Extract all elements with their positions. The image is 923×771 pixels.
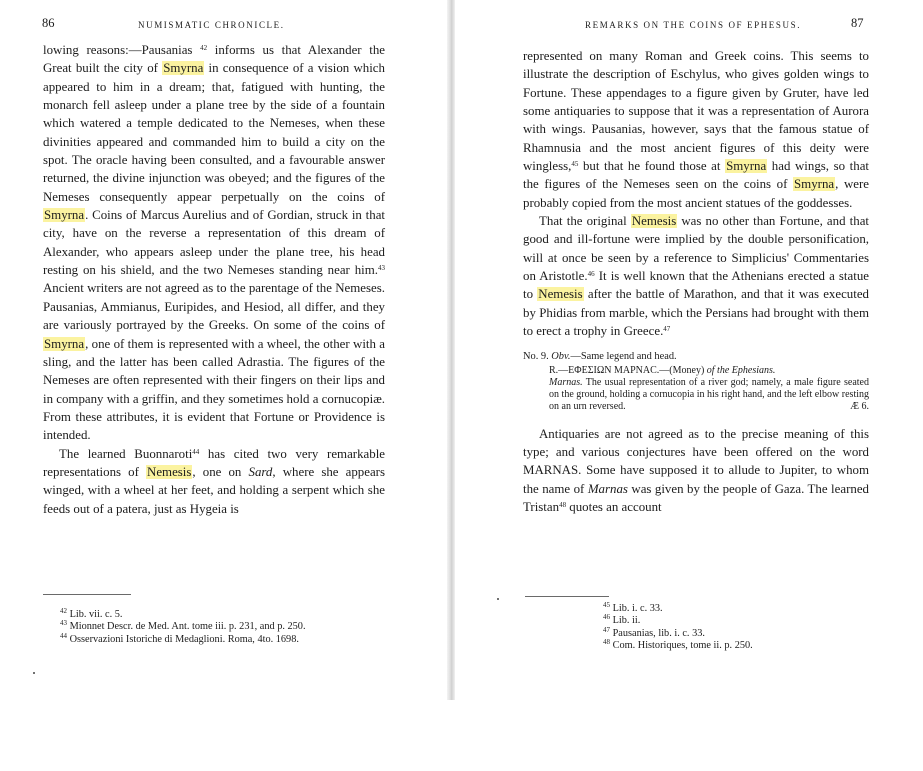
highlight-nemesis: Nemesis xyxy=(147,464,192,479)
scan-speck xyxy=(497,598,499,600)
highlight-smyrna: Smyrna xyxy=(794,177,835,192)
footnote-item: $^{46}$ Lib. ii. xyxy=(603,613,641,627)
footnote-ref[interactable]: 46 xyxy=(587,270,595,279)
coin-entry-no-9: No. 9. Obv.—Same legend and head. xyxy=(523,350,677,362)
highlight-nemesis: Nemesis xyxy=(631,214,677,229)
highlight-smyrna: Smyrna xyxy=(44,208,85,223)
scan-speck xyxy=(33,672,35,674)
left-running-head: NUMISMATIC CHRONICLE. xyxy=(138,20,285,30)
highlight-nemesis: Nemesis xyxy=(538,287,583,302)
footnote-item: $^{43}$ Mionnet Descr. de Med. Ant. tome iii. p. 231, and p. 250. xyxy=(60,619,306,633)
highlight-smyrna: Smyrna xyxy=(163,61,204,76)
highlight-smyrna: Smyrna xyxy=(726,159,767,174)
right-body-text xyxy=(523,47,869,516)
footnote-ref[interactable]: 45 xyxy=(571,160,579,169)
left-footnote-rule xyxy=(43,594,131,595)
right-running-head: REMARKS ON THE COINS OF EPHESUS. xyxy=(585,20,802,30)
right-paragraph-2: That the original Nemesis was no other than Fortune, and that good and ill-fortune were implied by the double personification, will at once be seen by a reference to Simplicius' Commentaries on Aristotle.$^{46}$ It is well known that the Athenians erected a statue to Nemesis after the battle of Marathon, and that it was executed by Phidias from marble, which the Persians had brought with them to erect a trophy in Greece.$^{47}$ xyxy=(523,214,870,339)
coin-metal-size: Æ 6. xyxy=(850,400,869,412)
footnote-item: $^{47}$ Pausanias, lib. i. c. 33. xyxy=(603,625,705,639)
right-page-number: 87 xyxy=(851,16,864,30)
right-footnote-rule xyxy=(525,596,609,597)
left-paragraph-2: The learned Buonnaroti$^{44}$ has cited two very remarkable representations of Nemesis, one on Sard, where she appears winged, with a wheel at her feet, and holding a serpent which she feeds out of a patera, just as Hygeia is xyxy=(43,446,385,516)
left-page-number: 86 xyxy=(42,16,55,30)
right-page xyxy=(455,0,923,771)
highlight-smyrna: Smyrna xyxy=(44,336,85,351)
left-footnotes xyxy=(60,609,306,646)
coin-reverse-description: R.—ΕΦΕΣΙΩΝ ΜΑΡΝΑC.—(Money) of the Ephesians. Marnas. The usual representation of a river god; namely, a male figure seated on the ground, holding a cornucopia in his right hand, and the left elbow resting on an urn reversed. Æ 6. xyxy=(549,364,869,412)
footnote-item: $^{48}$ Com. Historiques, tome ii. p. 250. xyxy=(603,638,753,652)
footnote-item: $^{44}$ Osservazioni Istoriche di Medaglioni. Roma, 4to. 1698. xyxy=(60,631,299,645)
footnote-item: $^{45}$ Lib. i. c. 33. xyxy=(603,601,663,614)
footnote-ref[interactable]: 42 xyxy=(200,44,208,52)
left-body-text xyxy=(43,41,385,518)
left-page xyxy=(0,0,449,771)
footnote-ref[interactable]: 43 xyxy=(378,264,385,273)
right-paragraph-1: represented on many Roman and Greek coins. This seems to illustrate the description of Eschylus, who gives golden wings to Fortune. These appendages to a figure given by Gruter, have led some antiquaries to suppose that it was a representation of Aurora with wings. Pausanias, however, says that the famous statue of Rhamnusia and the most ancient figures of this deity were wingless,$^{45}$ but that he found those at Smyrna had wings, so that the figures of the Nemeses seen on the coins of Smyrna, were probably copied from the most ancient statues of the goddesses. xyxy=(523,49,869,210)
footnote-item: $^{42}$ Lib. vii. c. 5. xyxy=(60,607,123,620)
footnote-ref[interactable]: 48 xyxy=(559,500,567,509)
right-footnotes xyxy=(603,603,753,653)
right-paragraph-3: Antiquaries are not agreed as to the precise meaning of this type; and various conjectures have been offered on the word MARNAS. Some have supposed it to allude to Jupiter, to whom the name of Marnas was given by the people of Gaza. The learned Tristan$^{48}$ quotes an account xyxy=(523,426,869,514)
footnote-ref[interactable]: 44 xyxy=(192,447,200,456)
left-paragraph-1: lowing reasons:—Pausanias $^{42}$ informs us that Alexander the Great built the city of Smyrna in consequence of a vision which appeared to him in a dream; that, fatigued with hunting, the monarch fell asleep under a plane tree by the side of a fountain which watered a temple dedicated to the Nemeses, when these divinities appeared and commanded him to build a city on the spot. The oracle having been consulted, and a favourable answer returned, the divine injunction was obeyed; and the figures of the Nemeses consequently appear perpetually on the coins of Smyrna. Coins of Marcus Aurelius and of Gordian, struck in that city, have on the reverse a representation of this dream of Alexander, who appears asleep under the plane tree, his head resting on his shield, and the two Nemeses standing near him.$^{43}$ Ancient writers are not agreed as to the parentage of the Nemeses. Pausanias, Ammianus, Euripides, and Hesiod, all differ, and they are variously portrayed by the Greeks. On some of the coins of Smyrna, one of them is represented with a wheel, the other with a sling, and the latter has been called Adrastia. The figures of the Nemeses are often represented with their fingers on their lips and in company with a griffin, and they sometimes hold a cornucopiæ. From these attributes, it is evident that Fortune or Providence is intended. xyxy=(43,43,386,443)
footnote-ref[interactable]: 47 xyxy=(663,325,671,334)
